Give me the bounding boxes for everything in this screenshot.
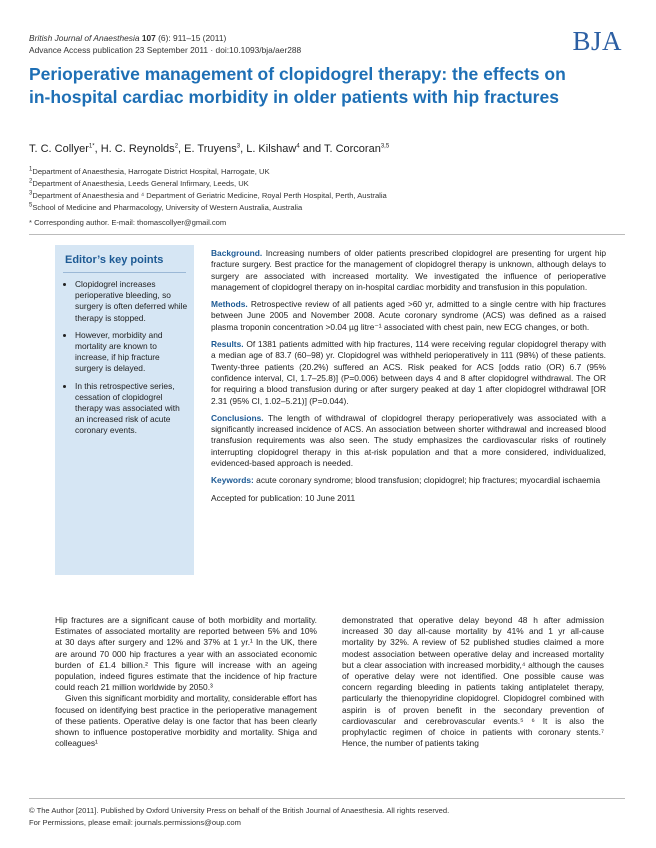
journal-logo: BJA (572, 26, 622, 56)
affiliations (29, 166, 387, 214)
affiliation: $^2$Department of Anaesthesia, Leeds General Infirmary, Leeds, UK (29, 178, 249, 188)
key-point: • In this retrospective series, cessation of clopidogrel therapy was associated with an increased risk of acute coronary events. (75, 381, 188, 437)
copyright-footer (29, 805, 449, 829)
abstract-conclusions: Conclusions. The length of withdrawal of clopidogrel therapy perioperatively was associated with a significantly increased incidence of ACS. An association between shorter withdrawal and increased blood transfusion requirements was also seen. The study emphasizes the cardiovascular risks of routinely interrupting clopidogrel therapy in this at-risk population and that a more considered, individualized, evidenced-based approach is needed. (211, 412, 606, 469)
accepted-date: Accepted for publication: 10 June 2011 (211, 492, 356, 503)
citation-line (29, 33, 301, 45)
article-title: Perioperative management of clopidogrel therapy: the effects on in-hospital cardiac morbidity in older patients with hip fractures (29, 64, 566, 107)
divider (29, 798, 625, 799)
editors-key-points-box (55, 245, 194, 575)
abstract-methods: Methods. Retrospective review of all patients aged >60 yr, admitted to a single centre with hip fractures between June 2005 and November 2008. Acute coronary syndrome (ACS) was defined as a raised plasma troponin concentration >0.04 µg litre⁻¹ associated with chest pain, new ECG changes, or both. (211, 299, 606, 332)
author: E. Truyens$^3$ (184, 143, 241, 155)
abstract (211, 248, 606, 510)
key-points-list (55, 279, 194, 437)
author: T. Corcoran$^{3,5}$ (323, 143, 390, 155)
copyright-line: © The Author [2011]. Published by Oxford University Press on behalf of the British Journal of Anaesthesia. All rights reserved. (29, 806, 450, 815)
body-column-right (342, 615, 604, 749)
author: T. C. Collyer$^{1*}$ (29, 143, 95, 155)
access-line[interactable]: Advance Access publication 23 September 2011 · doi:10.1093/bja/aer288 (29, 44, 302, 55)
author-list: T. C. Collyer$^{1*}$, H. C. Reynolds$^2$, E. Truyens$^3$, L. Kilshaw$^4$ and T. Corcoran$^{3,5}$ (29, 143, 390, 155)
abstract-keywords: Keywords: acute coronary syndrome; blood transfusion; clopidogrel; hip fractures; myocardial ischaemia (211, 475, 601, 486)
key-points-heading: Editor’s key points (65, 254, 164, 266)
affiliation: $^1$Department of Anaesthesia, Harrogate District Hospital, Harrogate, UK (29, 166, 270, 176)
body-paragraph: Hip fractures are a significant cause of both morbidity and mortality. Estimates of associated mortality are reported between 5% and 10% at 30 days after surgery and 12% and 37% at 1 yr.¹ In the UK, there are around 70 000 hip fractures a year with an associated economic burden of £1.4 billion.² This figure will increase with an ageing population, indeed figures estimate that the incidence of hip fracture could reach 21 million worldwide by 2050.³ (55, 615, 317, 693)
journal-pages: (6): 911–15 (2011) (158, 33, 227, 43)
author: L. Kilshaw$^4$ (246, 143, 300, 155)
author: H. C. Reynolds$^2$ (100, 143, 179, 155)
affiliation: $^3$Department of Anaesthesia and ⁴ Department of Geriatric Medicine, Royal Perth Hospital, Perth, Australia (29, 190, 387, 200)
divider (63, 272, 186, 273)
permissions-line[interactable]: For Permissions, please email: journals.permissions@oup.com (29, 818, 241, 827)
divider (29, 234, 625, 235)
corresponding-author[interactable]: * Corresponding author. E-mail: thomascollyer@gmail.com (29, 218, 227, 227)
journal-volume: 107 (141, 33, 156, 43)
key-point: • Clopidogrel increases perioperative bleeding, so surgery is often deferred while therapy is stopped. (75, 279, 188, 324)
abstract-results: Results. Of 1381 patients admitted with hip fractures, 114 were receiving regular clopidogrel therapy with a median age of 83.7 (60–98) yr. Clopidogrel was withheld perioperatively in 111 (98%) of these patients. Twenty-three patients (20.2%) suffered an ACS. Risk peaked for ACS [odds ratio (OR) 6.7 (95% confidence interval, CI, 1.7–25.8)] (P=0.006) between days 4 and 8 after clopidogrel withdrawal. The OR for requiring a blood transfusion during or after surgery peaked at day 1 after clopidogrel withdrawal [OR 2.31 (95% CI, 1.02–5.21)] (P=0.044). (211, 339, 607, 406)
journal-name: British Journal of Anaesthesia (29, 33, 140, 43)
affiliation: $^5$School of Medicine and Pharmacology, University of Western Australia, Australia (29, 202, 303, 212)
journal-header (29, 33, 301, 56)
key-point: • However, morbidity and mortality are known to increase, if hip fracture surgery is delayed. (75, 330, 188, 375)
body-column-left (55, 615, 317, 749)
body-paragraph: Given this significant morbidity and mortality, considerable effort has focused on identifying best practice in the perioperative management of these patients. Operative delay is one factor that has been clearly shown to influence postoperative morbidity and mortality. Shiga and colleagues¹ (55, 693, 317, 749)
body-paragraph: demonstrated that operative delay beyond 48 h after admission increased 30 day all-cause mortality by 41% and 1 yr all-cause mortality by 32%. A review of 52 published studies claimed a more modest association between operative delay and increased mortality but a clear association with increased morbidity,⁴ although the causes of operative delay were not identified. One possible cause was concern regarding bleeding in patients taking antiplatelet therapy, particularly the thienopyridine clopidogrel. Clopidogrel combined with aspirin is of proven benefit in the secondary prevention of cardiovascular and cerebrovascular events.⁵ ⁶ It is also the prophylactic regimen of choice in patients with coronary stents.⁷ Hence, the number of patients taking (342, 615, 604, 749)
abstract-background: Background. Increasing numbers of older patients prescribed clopidogrel are presenting for urgent hip fracture surgery. Best practice for the management of clopidogrel therapy is unknown, although delays to surgery are associated with increased mortality. We investigated the influence of perioperative management of clopidogrel therapy on in-hospital cardiac morbidity and transfusion in this population. (211, 248, 607, 292)
